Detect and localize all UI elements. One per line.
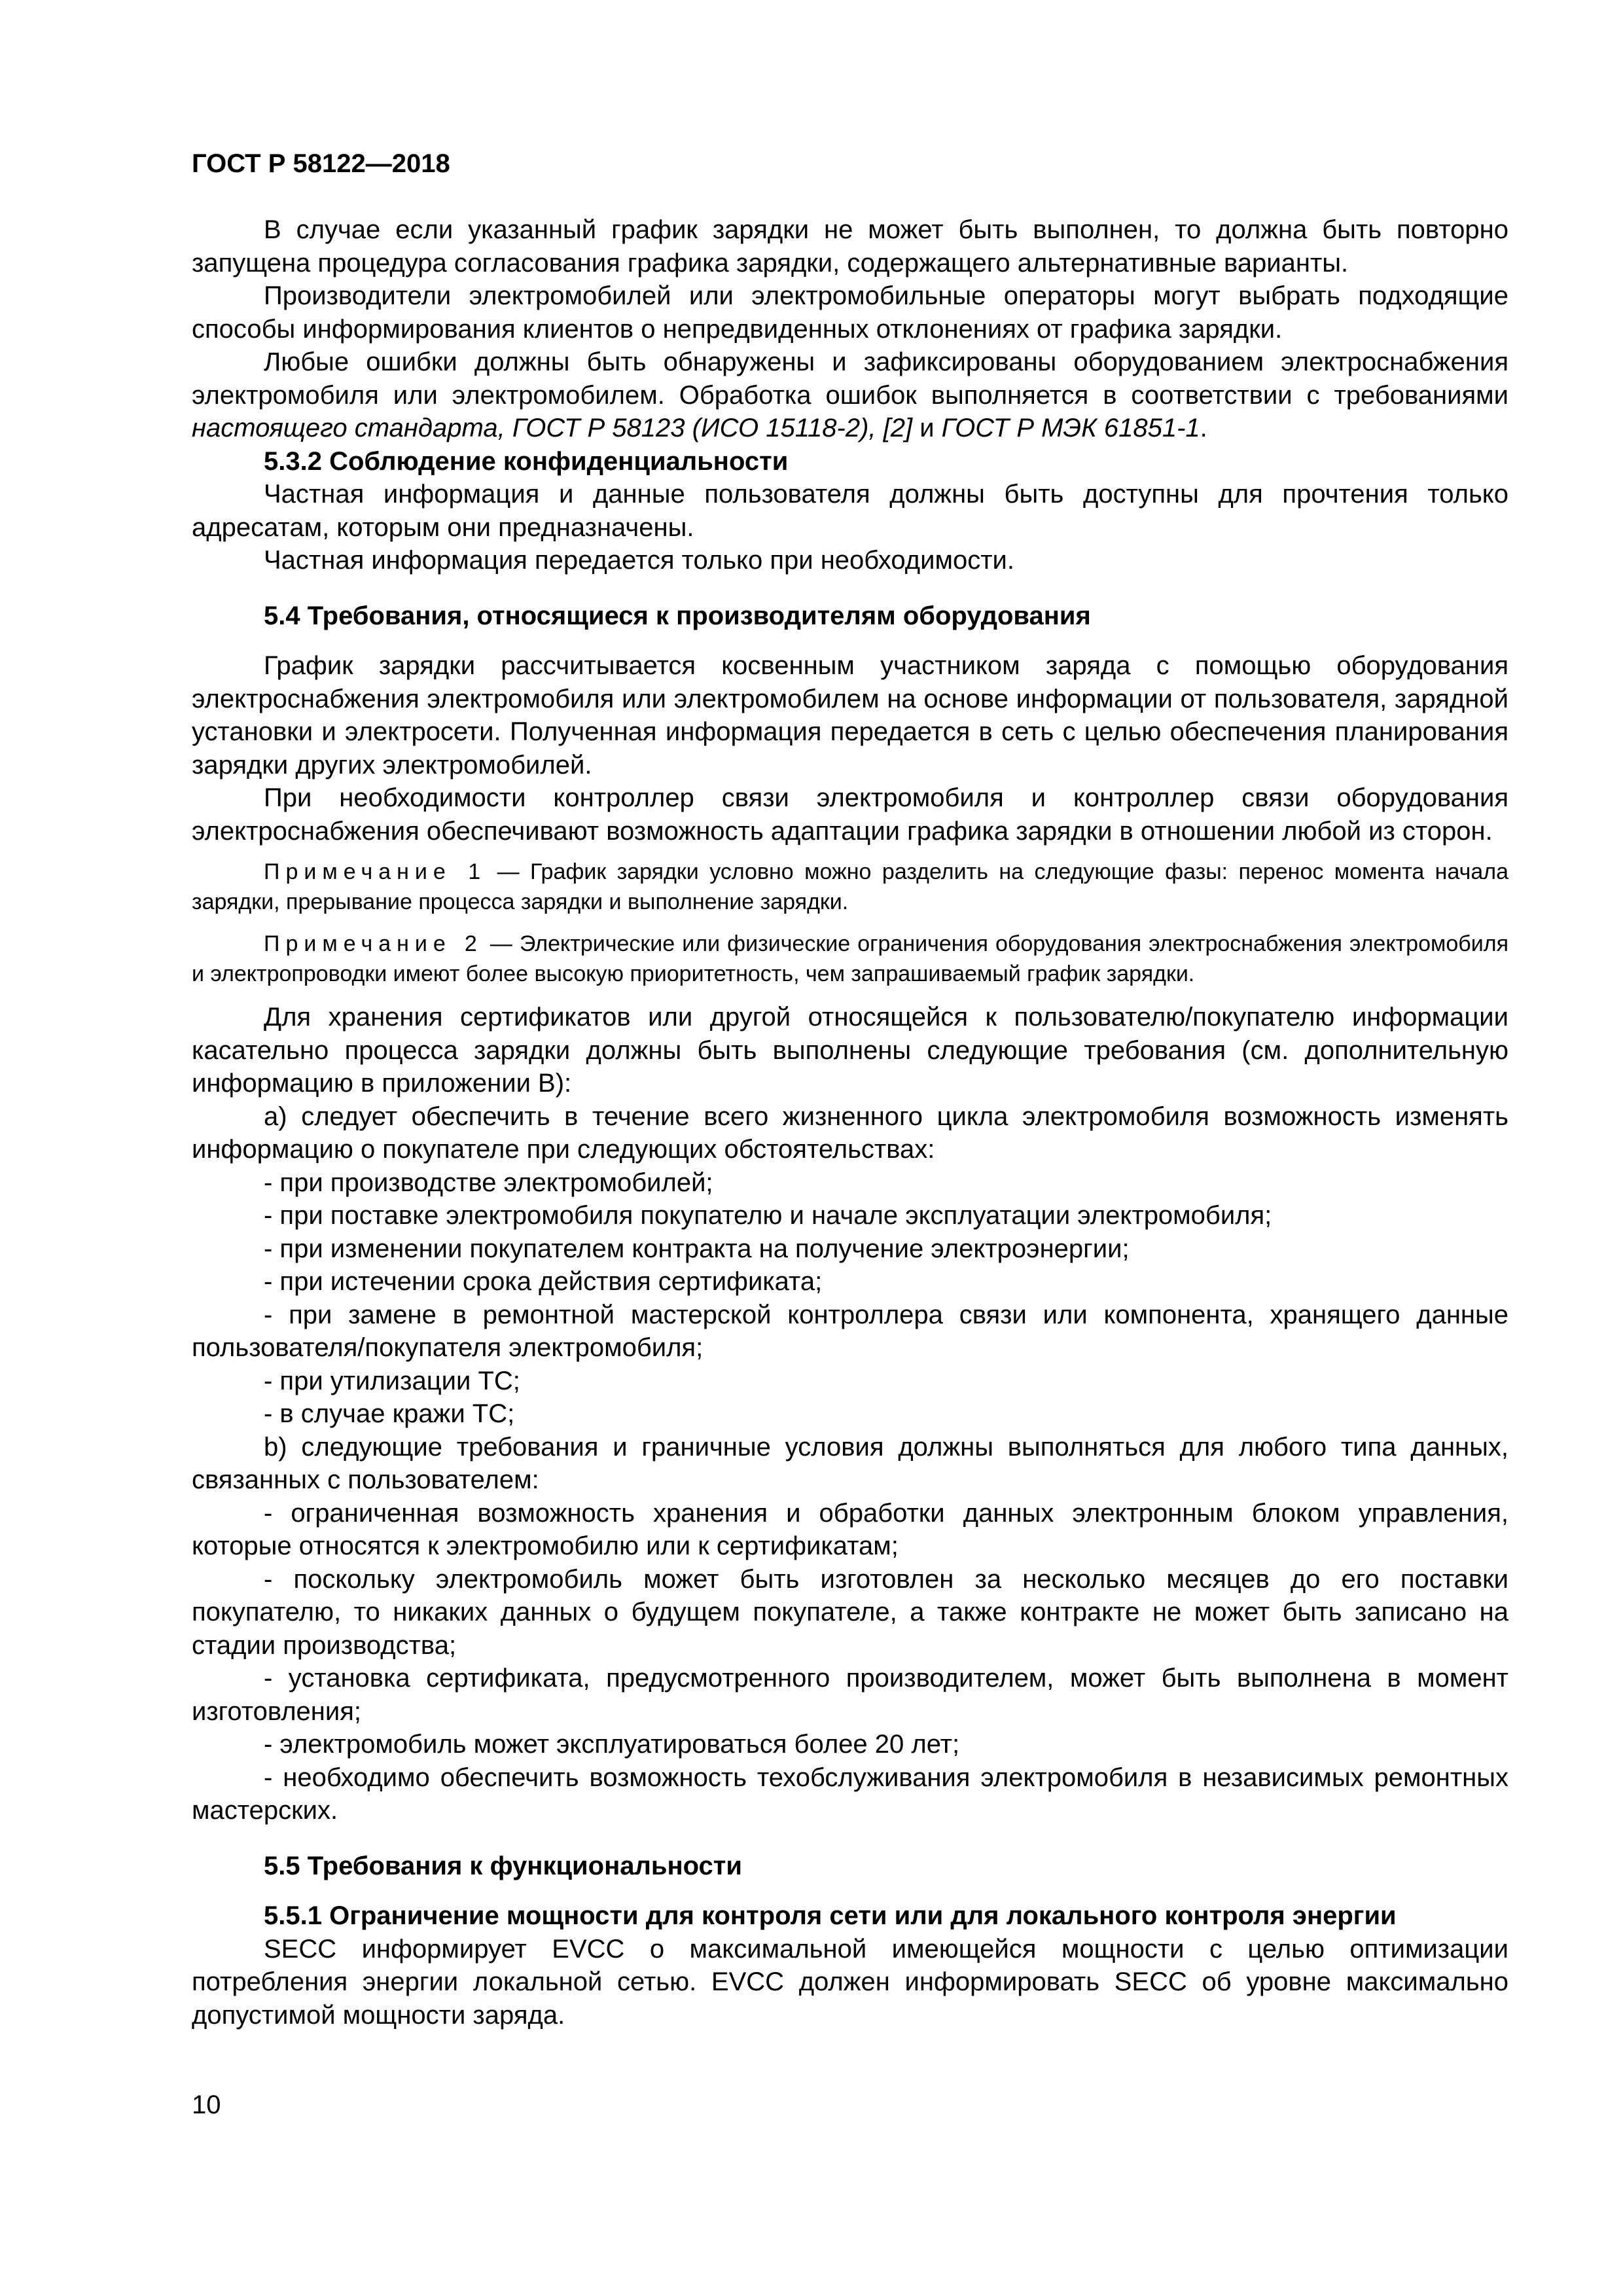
- paragraph-text: Любые ошибки должны быть обнаружены и зафиксированы оборудованием электроснабжения электромобиля или электромобилем. Обработка ошибок выполняется в соответствии с требованиями: [192, 348, 1508, 410]
- list-item: - электромобиль может эксплуатироваться более 20 лет;: [264, 1730, 960, 1759]
- paragraph-text: и: [912, 414, 942, 442]
- paragraph: Частная информация и данные пользователя должны быть доступны для прочтения только адресатам, которым они предназначены.: [192, 480, 1508, 542]
- paragraph: При необходимости контроллер связи электромобиля и контроллер связи оборудования электроснабжения обеспечивают возможность адаптации графика зарядки в отношении любой из сторон.: [192, 783, 1508, 846]
- paragraph-with-references: [192, 346, 1508, 445]
- list-intro-a: а) следует обеспечить в течение всего жизненного цикла электромобиля возможность изменять информацию о покупателе при следующих обстоятельствах:: [192, 1102, 1508, 1164]
- list-item: - ограниченная возможность хранения и обработки данных электронным блоком управления, которые относятся к электромобилю или к сертификатам;: [192, 1498, 1508, 1560]
- note-text: — Электрические или физические ограничения оборудования электроснабжения электромобиля и электропроводки имеют более высокую приоритетность, чем запрашиваемый график зарядки.: [192, 931, 1508, 986]
- standard-reference: ГОСТ Р МЭК 61851-1: [941, 414, 1200, 442]
- paragraph: Для хранения сертификатов или другой относящейся к пользователю/покупателю информации касательно процесса зарядки должны быть выполнены следующие требования (см. дополнительную информацию в приложении В):: [192, 1003, 1508, 1098]
- standard-reference: настоящего стандарта, ГОСТ Р 58123 (ИСО 15118-2), [2]: [192, 414, 913, 442]
- paragraph: Производители электромобилей или электромобильные операторы могут выбрать подходящие способы информирования клиентов о непредвиденных отклонениях от графика зарядки.: [192, 281, 1508, 344]
- list-item: - установка сертификата, предусмотренного производителем, может быть выполнена в момент изготовления;: [192, 1664, 1508, 1726]
- list-item: - при истечении срока действия сертификата;: [264, 1267, 823, 1296]
- paragraph-text: .: [1200, 414, 1207, 442]
- paragraph: График зарядки рассчитывается косвенным участником заряда с помощью оборудования электроснабжения электромобиля или электромобилем на основе информации от пользователя, зарядной установки и электросети. Полученная информация передается в сеть с целью обеспечения планирования зарядки других электромобилей.: [192, 651, 1508, 780]
- list-item: - поскольку электромобиль может быть изготовлен за несколько месяцев до его поставки покупателю, то никаких данных о будущем покупателе, а также контракте не может быть записано на стадии производства;: [192, 1564, 1508, 1660]
- list-item: - при утилизации ТС;: [264, 1366, 520, 1395]
- list-item: - в случае кражи ТС;: [264, 1399, 515, 1428]
- note-2: [192, 929, 1508, 989]
- document-code: ГОСТ Р 58122—2018: [192, 149, 450, 178]
- note-label: Примечание 2: [264, 931, 483, 956]
- section-heading-5-4: 5.4 Требования, относящиеся к производителям оборудования: [264, 601, 1091, 630]
- section-heading-5-5: 5.5 Требования к функциональности: [264, 1851, 742, 1880]
- section-heading-5-3-2: 5.3.2 Соблюдение конфиденциальности: [264, 446, 789, 476]
- list-item: - при поставке электромобиля покупателю и начале эксплуатации электромобиля;: [264, 1201, 1272, 1230]
- list-item: - при замене в ремонтной мастерской контроллера связи или компонента, хранящего данные пользователя/покупателя электромобиля;: [192, 1300, 1508, 1362]
- page-number: 10: [192, 2090, 221, 2119]
- paragraph: Частная информация передается только при необходимости.: [264, 546, 1014, 575]
- list-item: - при производстве электромобилей;: [264, 1168, 713, 1197]
- document-page: [192, 148, 1508, 2111]
- paragraph: SECC информирует EVCC о максимальной имеющейся мощности с целью оптимизации потребления энергии локальной сетью. EVCC должен информировать SECC об уровне максимально допустимой мощности заряда.: [192, 1934, 1508, 2030]
- list-item: - необходимо обеспечить возможность техобслуживания электромобиля в независимых ремонтных мастерских.: [192, 1763, 1508, 1825]
- note-text: — График зарядки условно можно разделить на следующие фазы: перенос момента начала зарядки, прерывание процесса зарядки и выполнение зарядки.: [192, 859, 1508, 914]
- note-label: Примечание 1: [264, 859, 487, 884]
- note-1: [192, 857, 1508, 917]
- list-item: - при изменении покупателем контракта на получение электроэнергии;: [264, 1234, 1130, 1263]
- list-intro-b: b) следующие требования и граничные условия должны выполняться для любого типа данных, связанных с пользователем:: [192, 1432, 1508, 1494]
- paragraph: В случае если указанный график зарядки не может быть выполнен, то должна быть повторно запущена процедура согласования графика зарядки, содержащего альтернативные варианты.: [192, 215, 1508, 278]
- section-heading-5-5-1: 5.5.1 Ограничение мощности для контроля сети или для локального контроля энергии: [264, 1901, 1397, 1930]
